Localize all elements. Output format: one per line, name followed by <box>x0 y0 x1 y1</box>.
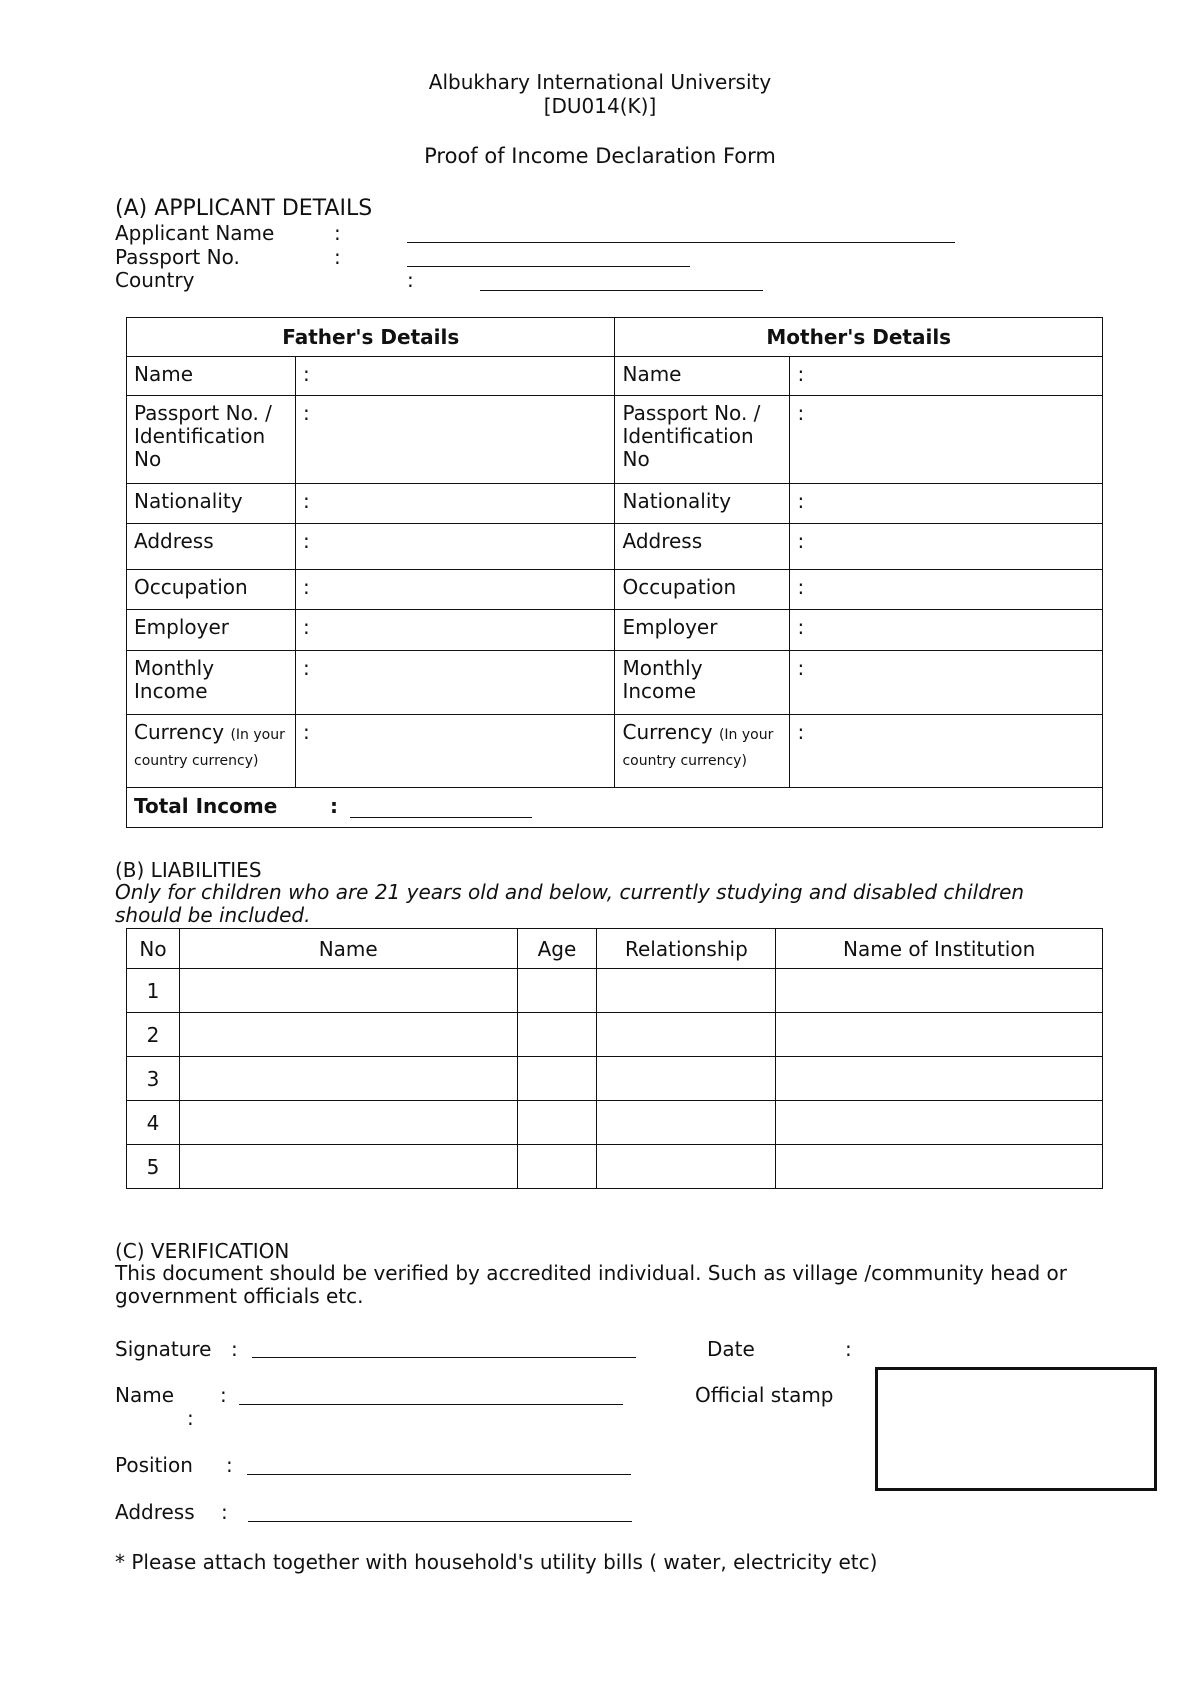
father-name-label: Name <box>127 357 296 396</box>
row-institution-cell[interactable] <box>776 1013 1103 1057</box>
row-age-cell[interactable] <box>517 1013 597 1057</box>
father-currency-value[interactable]: : <box>295 715 615 788</box>
father-currency-note: (In your country currency) <box>134 727 285 769</box>
passport-no-sep: : <box>334 245 341 269</box>
mother-address-value[interactable]: : <box>790 524 1103 570</box>
mother-occupation-label: Occupation <box>615 570 790 610</box>
passport-no-field[interactable] <box>407 266 690 267</box>
mother-name-value[interactable]: : <box>790 357 1103 396</box>
applicant-name-label: Applicant Name <box>115 221 275 245</box>
name-field[interactable] <box>239 1404 623 1405</box>
name-sep-wrapped: : <box>187 1406 194 1430</box>
father-address-label: Address <box>127 524 296 570</box>
country-sep: : <box>407 268 414 292</box>
mother-nationality-value[interactable]: : <box>790 484 1103 524</box>
total-income-label: Total Income <box>134 794 278 818</box>
address-label: Address <box>115 1500 195 1524</box>
section-b-title: (B) LIABILITIES <box>115 858 262 882</box>
col-relationship: Relationship <box>597 929 776 969</box>
mother-income-label: Monthly Income <box>615 651 790 715</box>
address-sep: : <box>221 1500 228 1524</box>
signature-field[interactable] <box>252 1357 636 1358</box>
father-employer-value[interactable]: : <box>295 610 615 651</box>
position-sep: : <box>226 1453 233 1477</box>
row-name-cell[interactable] <box>179 1057 517 1101</box>
mother-currency-cell <box>615 715 790 788</box>
mother-currency-label: Currency <box>622 720 713 744</box>
section-a-title: (A) APPLICANT DETAILS <box>115 196 373 221</box>
row-relationship-cell[interactable] <box>597 969 776 1013</box>
father-nationality-value[interactable]: : <box>295 484 615 524</box>
applicant-name-field[interactable] <box>407 242 955 243</box>
footer-note: * Please attach together with household's utility bills ( water, electricity etc) <box>115 1550 878 1574</box>
total-income-row <box>127 788 1103 828</box>
col-no: No <box>127 929 180 969</box>
row-age-cell[interactable] <box>517 1101 597 1145</box>
section-b-note: Only for children who are 21 years old and below, currently studying and disabled children should be included. <box>115 880 1025 927</box>
country-field[interactable] <box>480 290 763 291</box>
father-occupation-value[interactable]: : <box>295 570 615 610</box>
row-relationship-cell[interactable] <box>597 1057 776 1101</box>
address-field[interactable] <box>248 1521 632 1522</box>
parents-details-table <box>126 317 1103 828</box>
row-age-cell[interactable] <box>517 969 597 1013</box>
signature-sep: : <box>231 1337 238 1361</box>
row-no: 5 <box>127 1145 180 1189</box>
row-relationship-cell[interactable] <box>597 1013 776 1057</box>
mother-details-header: Mother's Details <box>615 318 1103 357</box>
table-row <box>127 1013 1103 1057</box>
mother-passport-label: Passport No. / Identification No <box>615 396 790 484</box>
form-title: Proof of Income Declaration Form <box>424 144 776 168</box>
position-label: Position <box>115 1453 193 1477</box>
row-institution-cell[interactable] <box>776 969 1103 1013</box>
table-row <box>127 1101 1103 1145</box>
table-row <box>127 969 1103 1013</box>
col-name: Name <box>179 929 517 969</box>
country-label: Country <box>115 268 195 292</box>
passport-no-label: Passport No. <box>115 245 240 269</box>
mother-passport-value[interactable]: : <box>790 396 1103 484</box>
row-relationship-cell[interactable] <box>597 1145 776 1189</box>
row-relationship-cell[interactable] <box>597 1101 776 1145</box>
mother-income-value[interactable]: : <box>790 651 1103 715</box>
applicant-name-sep: : <box>334 221 341 245</box>
father-employer-label: Employer <box>127 610 296 651</box>
father-passport-value[interactable]: : <box>295 396 615 484</box>
father-name-value[interactable]: : <box>295 357 615 396</box>
mother-address-label: Address <box>615 524 790 570</box>
father-income-label: Monthly Income <box>127 651 296 715</box>
date-label: Date <box>707 1337 755 1361</box>
row-name-cell[interactable] <box>179 1013 517 1057</box>
row-no: 3 <box>127 1057 180 1101</box>
date-sep: : <box>845 1337 852 1361</box>
total-income-sep: : <box>330 794 338 818</box>
row-no: 1 <box>127 969 180 1013</box>
mother-occupation-value[interactable]: : <box>790 570 1103 610</box>
row-name-cell[interactable] <box>179 969 517 1013</box>
father-address-value[interactable]: : <box>295 524 615 570</box>
table-row <box>127 1057 1103 1101</box>
official-stamp-label: Official stamp <box>695 1383 834 1407</box>
father-nationality-label: Nationality <box>127 484 296 524</box>
table-row <box>127 1145 1103 1189</box>
row-age-cell[interactable] <box>517 1057 597 1101</box>
liabilities-table <box>126 928 1103 1189</box>
row-name-cell[interactable] <box>179 1101 517 1145</box>
row-no: 4 <box>127 1101 180 1145</box>
row-name-cell[interactable] <box>179 1145 517 1189</box>
name-label: Name <box>115 1383 175 1407</box>
col-age: Age <box>517 929 597 969</box>
father-passport-label: Passport No. / Identification No <box>127 396 296 484</box>
row-institution-cell[interactable] <box>776 1057 1103 1101</box>
university-name: Albukhary International University <box>428 70 772 94</box>
mother-currency-value[interactable]: : <box>790 715 1103 788</box>
mother-name-label: Name <box>615 357 790 396</box>
section-c-description: This document should be verified by accredited individual. Such as village /community head or government officials etc. <box>115 1261 1067 1308</box>
form-code: [DU014(K)] <box>543 94 657 118</box>
row-age-cell[interactable] <box>517 1145 597 1189</box>
father-income-value[interactable]: : <box>295 651 615 715</box>
father-currency-cell <box>127 715 296 788</box>
row-institution-cell[interactable] <box>776 1101 1103 1145</box>
name-sep: : <box>220 1383 227 1407</box>
official-stamp-box <box>875 1367 1157 1491</box>
row-no: 2 <box>127 1013 180 1057</box>
mother-employer-value[interactable]: : <box>790 610 1103 651</box>
father-occupation-label: Occupation <box>127 570 296 610</box>
mother-nationality-label: Nationality <box>615 484 790 524</box>
row-institution-cell[interactable] <box>776 1145 1103 1189</box>
col-institution: Name of Institution <box>776 929 1103 969</box>
position-field[interactable] <box>247 1474 631 1475</box>
section-c-title: (C) VERIFICATION <box>115 1239 290 1263</box>
father-currency-label: Currency <box>134 720 225 744</box>
mother-employer-label: Employer <box>615 610 790 651</box>
father-details-header: Father's Details <box>127 318 615 357</box>
signature-label: Signature <box>115 1337 212 1361</box>
total-income-field[interactable] <box>350 799 532 818</box>
mother-currency-note: (In your country currency) <box>622 727 774 769</box>
